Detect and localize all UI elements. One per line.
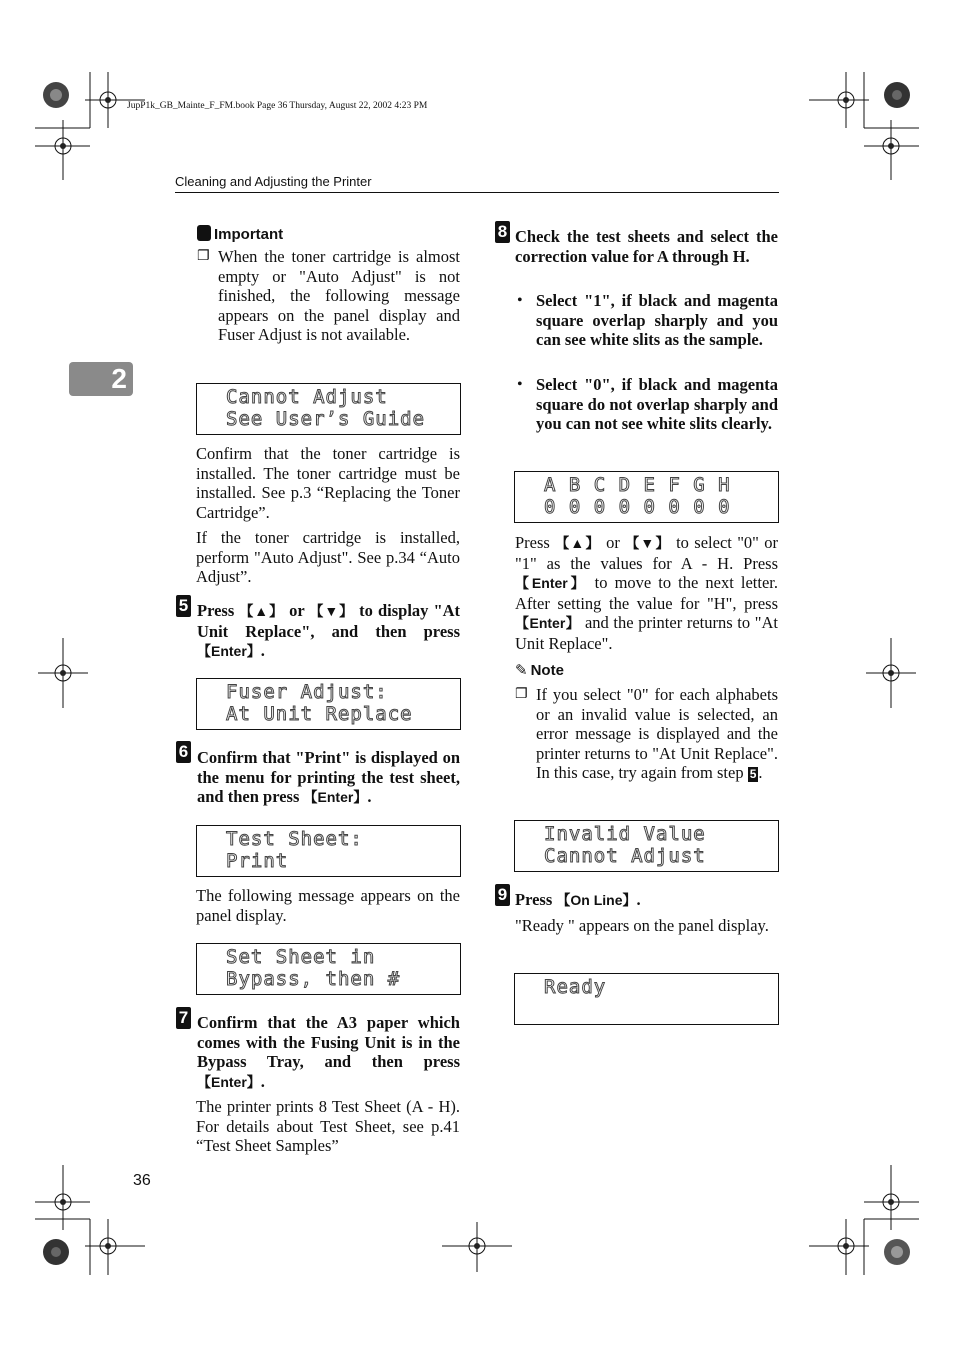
step-8-bullet-2: Select "0", if black and magenta square do not overlap sharply and you can not see white slits clearly. [536, 375, 778, 434]
lcd-set-sheet [196, 943, 461, 995]
lcd-ready [514, 973, 779, 1025]
header-rule [175, 192, 779, 193]
lcd-line: Invalid Value [544, 823, 706, 845]
lcd-line: Print [226, 850, 289, 872]
following-message: The following message appears on the panel display. [196, 886, 460, 925]
confirm-paragraph-2: If the toner cartridge is installed, perform "Auto Adjust". See p.34 “Auto Adjust”. [196, 528, 460, 587]
step-6-text: Confirm that "Print" is displayed on the menu for printing the test sheet, and then press 【Enter】. [197, 748, 460, 807]
step-8-number: 8 [495, 221, 510, 243]
important-heading: Important [197, 225, 283, 243]
step-8-text: Check the test sheets and select the correction value for A through H. [515, 227, 778, 266]
chapter-tab [69, 362, 133, 396]
book-header: JupP1k_GB_Mainte_F_FM.book Page 36 Thursday, August 22, 2002 4:23 PM [127, 101, 428, 111]
step-7-text: Confirm that the A3 paper which comes with the Fusing Unit is in the Bypass Tray, and then press 【Enter】. [197, 1013, 460, 1091]
lcd-line: Ready [544, 976, 607, 998]
lcd-fuser-adjust [196, 678, 461, 730]
step-9-number: 9 [495, 884, 510, 906]
step-9-text: Press 【On Line】. [515, 890, 641, 909]
lcd-invalid-value [514, 820, 779, 872]
step-9-paragraph: "Ready " appears on the panel display. [515, 916, 769, 935]
chapter-number: 2 [111, 363, 127, 394]
step-7-paragraph: The printer prints 8 Test Sheet (A - H). For details about Test Sheet, see p.41 “Test Sheet Samples” [196, 1097, 460, 1156]
bullet-icon: • [517, 292, 523, 309]
step-ref-icon: 5 [749, 767, 757, 782]
step-6-number: 6 [176, 741, 191, 763]
note-heading: ✎ Note [515, 661, 564, 679]
page-number: 36 [133, 1172, 151, 1189]
step-5-number: 5 [176, 595, 191, 617]
lcd-line: Cannot Adjust [226, 386, 388, 408]
lcd-line: Test Sheet: [226, 828, 363, 850]
lcd-line: Cannot Adjust [544, 845, 706, 867]
step-8-paragraph: Press 【▲】 or 【▼】 to select "0" or "1" as the values for A - H. Press 【Enter】 to move to the next letter. After setting the value for "H", press 【Enter】 and the printer returns to "At Unit Replace". [515, 533, 779, 653]
running-header: Cleaning and Adjusting the Printer [175, 174, 372, 189]
lcd-line: Bypass, then # [226, 968, 401, 990]
confirm-paragraph-1: Confirm that the toner cartridge is installed. The toner cartridge must be installed. See p.3 “Replacing the Toner Cartridge”. [196, 444, 460, 522]
important-item: When the toner cartridge is almost empty or "Auto Adjust" is not finished, the following message appears on the panel display and Fuser Adjust is not available. [218, 247, 460, 345]
lcd-line: 0 0 0 0 0 0 0 0 [544, 496, 731, 518]
step-7-number: 7 [176, 1007, 191, 1029]
lcd-cannot-adjust [196, 383, 461, 435]
note-item: If you select "0" for each alphabets or an invalid value is selected, an error message is displayed and the printer returns to "At Unit Replace". In this case, try again from step 5 . [536, 685, 778, 783]
lcd-alpha-values [514, 471, 779, 523]
lcd-line: See User’s Guide [226, 408, 426, 430]
step-5-text: Press 【▲】 or 【▼】 to display "At Unit Replace", and then press 【Enter】. [197, 601, 461, 661]
lcd-line: A B C D E F G H [544, 474, 731, 496]
lcd-line: Fuser Adjust: [226, 681, 388, 703]
pencil-icon: ✎ [515, 661, 528, 679]
lcd-line: Set Sheet in [226, 946, 376, 968]
checkbox-icon: ❐ [515, 686, 528, 702]
bullet-icon: • [517, 376, 523, 393]
step-8-bullet-1: Select "1", if black and magenta square overlap sharply and you can see white slits as the sample. [536, 291, 778, 350]
checkbox-icon: ❐ [197, 248, 210, 264]
lcd-line: At Unit Replace [226, 703, 413, 725]
lcd-test-sheet [196, 825, 461, 877]
important-icon [197, 225, 211, 241]
